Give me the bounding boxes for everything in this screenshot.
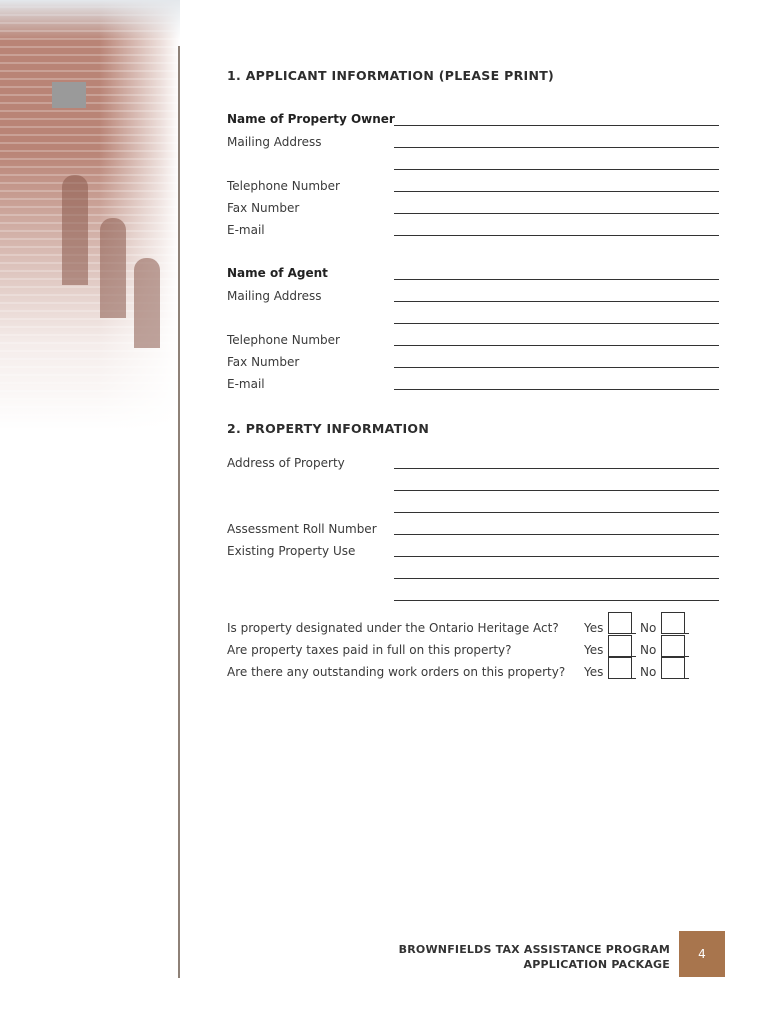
page-number: 4 — [698, 947, 706, 961]
heritage-yes-label: Yes — [584, 621, 604, 635]
heritage-yes-checkbox[interactable] — [608, 612, 632, 634]
agent-name-label: Name of Agent — [227, 266, 328, 280]
footer-line-1: BROWNFIELDS TAX ASSISTANCE PROGRAM — [398, 943, 670, 956]
section1-title: 1. APPLICANT INFORMATION (PLEASE PRINT) — [227, 68, 555, 83]
heritage-question: Is property designated under the Ontario Heritage Act? — [227, 621, 559, 635]
taxes-no-checkbox[interactable] — [661, 635, 685, 657]
work-orders-question: Are there any outstanding work orders on this property? — [227, 665, 566, 679]
property-use-field-3[interactable] — [394, 588, 719, 601]
building-window — [62, 175, 88, 285]
property-address-field-1[interactable] — [394, 456, 719, 469]
roll-number-field[interactable] — [394, 522, 719, 535]
owner-mailing-field-2[interactable] — [394, 157, 719, 170]
agent-mailing-label: Mailing Address — [227, 289, 322, 303]
building-window — [134, 258, 160, 348]
lamp-fixture — [52, 82, 86, 108]
footer-line-2: APPLICATION PACKAGE — [523, 958, 670, 971]
sky-cornice — [0, 0, 180, 40]
owner-email-field[interactable] — [394, 223, 719, 236]
agent-name-field[interactable] — [394, 266, 719, 280]
agent-fax-label: Fax Number — [227, 355, 300, 369]
agent-telephone-field[interactable] — [394, 333, 719, 346]
owner-mailing-field-1[interactable] — [394, 135, 719, 148]
owner-fax-field[interactable] — [394, 201, 719, 214]
property-use-field-2[interactable] — [394, 566, 719, 579]
owner-name-label: Name of Property Owner — [227, 112, 395, 126]
heritage-no-label: No — [640, 621, 657, 635]
taxes-yes-label: Yes — [584, 643, 604, 657]
work-orders-no-checkbox[interactable] — [661, 657, 685, 679]
work-orders-yes-label: Yes — [584, 665, 604, 679]
agent-email-field[interactable] — [394, 377, 719, 390]
property-use-field-1[interactable] — [394, 544, 719, 557]
roll-number-label: Assessment Roll Number — [227, 522, 377, 536]
agent-mailing-field-2[interactable] — [394, 311, 719, 324]
owner-fax-label: Fax Number — [227, 201, 300, 215]
heritage-no-checkbox[interactable] — [661, 612, 685, 634]
page-divider — [178, 46, 180, 978]
property-address-field-3[interactable] — [394, 500, 719, 513]
owner-mailing-label: Mailing Address — [227, 135, 322, 149]
owner-telephone-label: Telephone Number — [227, 179, 340, 193]
owner-name-field[interactable] — [394, 112, 719, 126]
agent-mailing-field-1[interactable] — [394, 289, 719, 302]
taxes-yes-checkbox[interactable] — [608, 635, 632, 657]
property-address-label: Address of Property — [227, 456, 345, 470]
work-orders-no-label: No — [640, 665, 657, 679]
agent-fax-field[interactable] — [394, 355, 719, 368]
taxes-question: Are property taxes paid in full on this property? — [227, 643, 512, 657]
taxes-no-label: No — [640, 643, 657, 657]
agent-telephone-label: Telephone Number — [227, 333, 340, 347]
building-photo — [0, 0, 180, 430]
property-use-label: Existing Property Use — [227, 544, 356, 558]
footer-program-title — [399, 942, 670, 972]
property-address-field-2[interactable] — [394, 478, 719, 491]
agent-email-label: E-mail — [227, 377, 265, 391]
owner-telephone-field[interactable] — [394, 179, 719, 192]
page-number-badge — [679, 931, 725, 977]
building-window — [100, 218, 126, 318]
section2-title: 2. PROPERTY INFORMATION — [227, 421, 430, 436]
owner-email-label: E-mail — [227, 223, 265, 237]
work-orders-yes-checkbox[interactable] — [608, 657, 632, 679]
